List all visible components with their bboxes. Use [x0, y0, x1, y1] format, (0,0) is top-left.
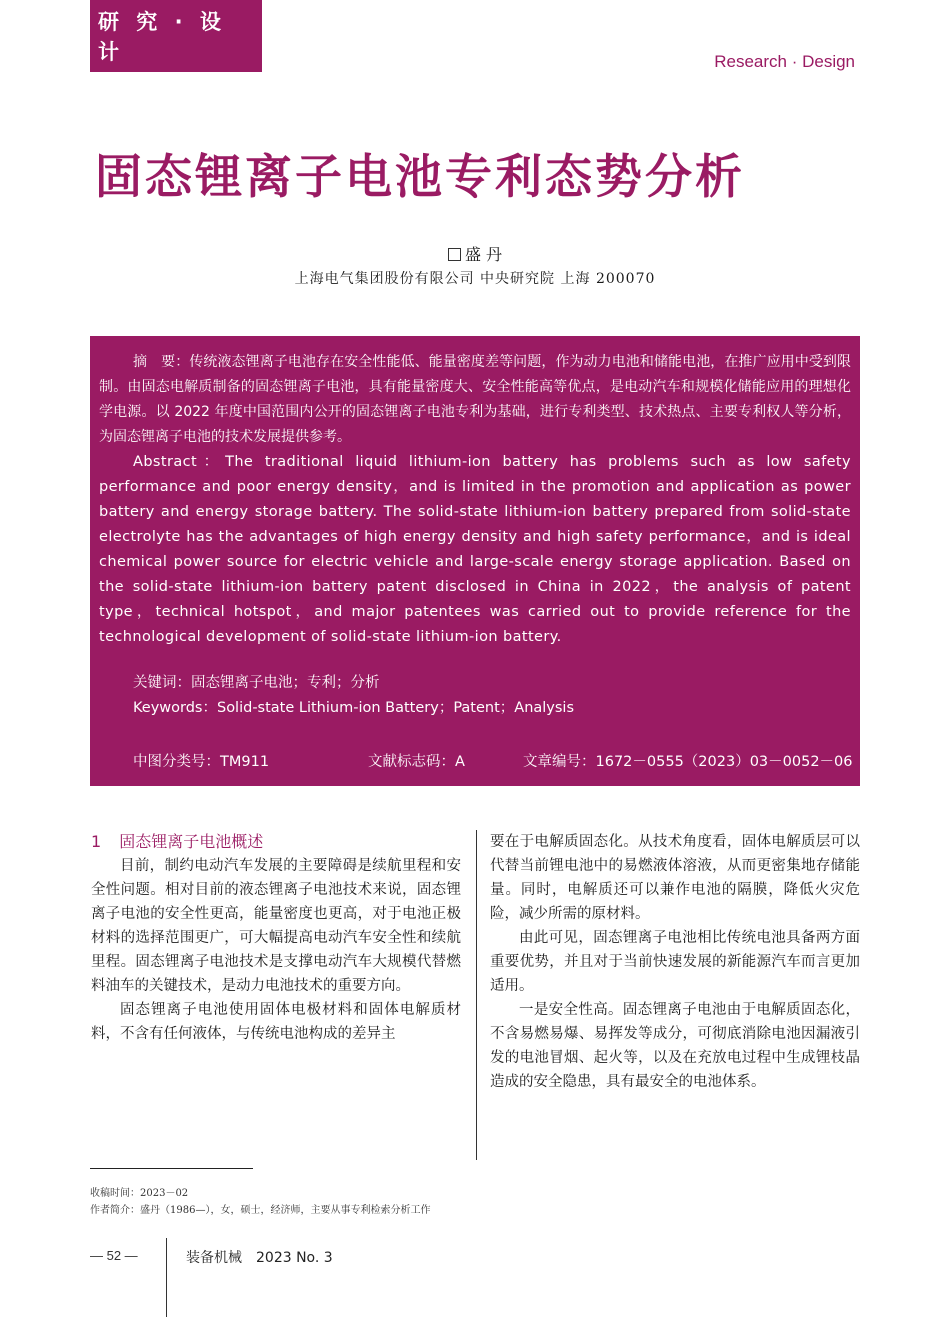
abstract-box — [90, 336, 860, 786]
section-tab — [90, 0, 262, 72]
footnote-author-bio: 作者简介：盛丹（1986—），女，硕士，经济师，主要从事专利检索分析工作 — [90, 1205, 431, 1216]
page-number: — 52 — — [90, 1248, 138, 1263]
column-divider — [476, 830, 477, 1160]
article-title: 固态锂离子电池专利态势分析 — [95, 150, 745, 205]
author-box-icon — [448, 248, 461, 261]
section-number: 1 — [91, 832, 102, 851]
affiliation: 上海电气集团股份有限公司 中央研究院 上海 200070 — [294, 271, 656, 287]
author-name: 盛 丹 — [464, 245, 503, 264]
right-column — [490, 830, 860, 1094]
journal-name: 装备机械 2023 No. 3 — [186, 1250, 333, 1266]
paragraph: 固态锂离子电池使用固体电极材料和固体电解质材料，不含有任何液体，与传统电池构成的差异主 — [91, 1002, 461, 1042]
abstract-cn: 摘 要：传统液态锂离子电池存在安全性能低、能量密度差等问题，作为动力电池和储能电池，在推广应用中受到限制。由固态电解质制备的固态锂离子电池，具有能量密度大、安全性能高等优点，是电动汽车和规模化储能应用的理想化学电源。以 2022 年度中国范围内公开的固态锂离子电池专利为基础，进行专利类型、技术热点、主要专利权人等分析，为固态锂离子电池的技术发展提供参考。 — [99, 354, 851, 445]
clc-number: 中图分类号：TM911 — [133, 754, 270, 770]
footnote-received: 收稿时间：2023－02 — [90, 1188, 189, 1199]
document-code: 文献标志码：A — [368, 754, 465, 770]
footnote-rule — [90, 1168, 253, 1169]
keywords-en: Keywords：Solid-state Lithium-ion Battery；Patent；Analysis — [133, 700, 575, 716]
section-label-en: Research · Design — [714, 52, 855, 71]
section-label-cn: 研 究 · 设 计 — [98, 10, 226, 64]
abstract-en: Abstract：The traditional liquid lithium-ion battery has problems such as low safety performance and poor energy density，and is limited in the promotion and application as power battery and energy storage battery. The solid-state lithium-ion battery prepared from solid-state electrolyte has the advantages of high energy density and high safety performance，and is ideal chemical power source for electric vehicle and large-scale energy storage application. Based on the solid-state lithium-ion battery patent disclosed in China in 2022，the analysis of patent type，technical hotspot，and major patentees was carried out to provide reference for the technological development of solid-state lithium-ion battery. — [99, 454, 851, 645]
paragraph: 要在于电解质固态化。从技术角度看，固体电解质层可以代替当前锂电池中的易燃液体溶液，从而更密集地存储能量。同时，电解质还可以兼作电池的隔膜，降低火灾危险，减少所需的原材料。 — [490, 834, 860, 922]
keywords-cn: 关键词：固态锂离子电池；专利；分析 — [133, 675, 380, 691]
footer-divider — [166, 1238, 167, 1317]
paragraph: 由此可见，固态锂离子电池相比传统电池具备两方面重要优势，并且对于当前快速发展的新能源汽车而言更加适用。 — [490, 930, 860, 994]
keywords — [133, 671, 851, 721]
section-title: 固态锂离子电池概述 — [119, 832, 264, 851]
section-heading — [91, 830, 461, 854]
paragraph: 一是安全性高。固态锂离子电池由于电解质固态化，不含易燃易爆、易挥发等成分，可彻底消除电池因漏液引发的电池冒烟、起火等，以及在充放电过程中生成锂枝晶造成的安全隐患，具有最安全的电池体系。 — [490, 1002, 860, 1090]
left-column — [91, 830, 461, 1046]
paragraph: 目前，制约电动汽车发展的主要障碍是续航里程和安全性问题。相对目前的液态锂离子电池技术来说，固态锂离子电池的安全性更高，能量密度也更高，对于电池正极材料的选择范围更广，可大幅提高电动汽车安全性和续航里程。固态锂离子电池技术是支撑电动汽车大规模代替燃料油车的关键技术，是动力电池技术的重要方向。 — [91, 858, 461, 994]
article-number: 文章编号：1672－0555（2023）03－0052－06 — [523, 754, 853, 770]
author-line — [0, 242, 950, 265]
